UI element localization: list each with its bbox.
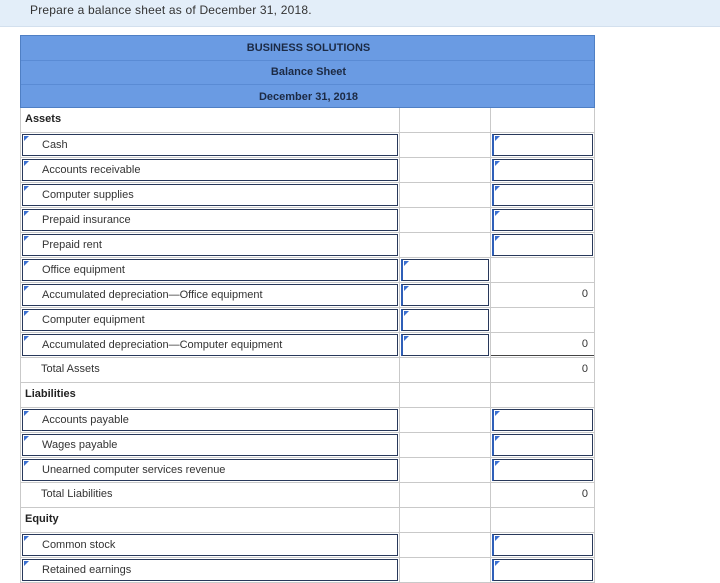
- cell-flag-icon: [24, 311, 29, 316]
- total-liabilities-value: 0: [581, 488, 588, 500]
- total-underline: [491, 355, 594, 356]
- sheet-header: [20, 35, 595, 108]
- amount-input-accum-depr-computer[interactable]: [401, 334, 489, 356]
- account-input-accounts-payable[interactable]: Accounts payable: [22, 409, 398, 431]
- table-row: [20, 408, 595, 433]
- table-row: [20, 558, 595, 583]
- table-row: [20, 158, 595, 183]
- cell-flag-icon: [24, 136, 29, 141]
- cell-flag-icon: [404, 286, 409, 291]
- amount-input-prepaid-insurance[interactable]: [492, 209, 593, 231]
- cell-flag-icon: [24, 411, 29, 416]
- cell-flag-icon: [24, 161, 29, 166]
- table-row: [20, 183, 595, 208]
- account-input-retained-earnings[interactable]: Retained earnings: [22, 559, 398, 581]
- section-label-assets: Assets: [25, 113, 62, 125]
- account-input-wages-payable[interactable]: Wages payable: [22, 434, 398, 456]
- table-row: [20, 233, 595, 258]
- account-input-computer-supplies[interactable]: Computer supplies: [22, 184, 398, 206]
- table-row: [20, 133, 595, 158]
- amount-input-accounts-payable[interactable]: [492, 409, 593, 431]
- amount-input-wages-payable[interactable]: [492, 434, 593, 456]
- section-row-assets: [20, 108, 595, 133]
- cell-flag-icon: [404, 336, 409, 341]
- amount-input-unearned-revenue[interactable]: [492, 459, 593, 481]
- cell-flag-icon: [24, 536, 29, 541]
- table-row: [20, 458, 595, 483]
- company-name: BUSINESS SOLUTIONS: [246, 42, 371, 54]
- amount-input-accum-depr-office[interactable]: [401, 284, 489, 306]
- cell-flag-icon: [404, 261, 409, 266]
- statement-title: Balance Sheet: [270, 66, 347, 78]
- amount-input-accounts-receivable[interactable]: [492, 159, 593, 181]
- computed-net-computer-equipment: 0: [581, 338, 588, 350]
- balance-sheet-form: [20, 35, 595, 576]
- account-input-accounts-receivable[interactable]: Accounts receivable: [22, 159, 398, 181]
- cell-flag-icon: [24, 211, 29, 216]
- account-input-prepaid-insurance[interactable]: Prepaid insurance: [22, 209, 398, 231]
- section-label-liabilities: Liabilities: [25, 388, 76, 400]
- table-row: [20, 308, 595, 333]
- account-input-office-equipment[interactable]: Office equipment: [22, 259, 398, 281]
- total-liabilities-label: Total Liabilities: [41, 488, 113, 500]
- instruction-bar: [0, 0, 720, 27]
- cell-flag-icon: [24, 561, 29, 566]
- instruction-text: Prepare a balance sheet as of December 31, 2018.: [30, 3, 312, 17]
- account-input-unearned-revenue[interactable]: Unearned computer services revenue: [22, 459, 398, 481]
- account-input-cash[interactable]: Cash: [22, 134, 398, 156]
- cell-flag-icon: [24, 461, 29, 466]
- section-row-liabilities: [20, 383, 595, 408]
- section-label-equity: Equity: [25, 513, 59, 525]
- table-row: [20, 283, 595, 308]
- computed-net-office-equipment: 0: [581, 288, 588, 300]
- table-row: [20, 258, 595, 283]
- amount-input-prepaid-rent[interactable]: [492, 234, 593, 256]
- amount-input-office-equipment[interactable]: [401, 259, 489, 281]
- cell-flag-icon: [24, 186, 29, 191]
- cell-flag-icon: [404, 311, 409, 316]
- cell-flag-icon: [24, 236, 29, 241]
- cell-flag-icon: [24, 336, 29, 341]
- cell-flag-icon: [495, 211, 500, 216]
- cell-flag-icon: [495, 236, 500, 241]
- amount-input-retained-earnings[interactable]: [492, 559, 593, 581]
- amount-input-common-stock[interactable]: [492, 534, 593, 556]
- amount-input-computer-supplies[interactable]: [492, 184, 593, 206]
- total-assets-value: 0: [581, 363, 588, 375]
- account-input-prepaid-rent[interactable]: Prepaid rent: [22, 234, 398, 256]
- amount-input-cash[interactable]: [492, 134, 593, 156]
- table-row: [20, 208, 595, 233]
- cell-flag-icon: [495, 461, 500, 466]
- table-row: [20, 533, 595, 558]
- cell-flag-icon: [24, 286, 29, 291]
- amount-input-computer-equipment[interactable]: [401, 309, 489, 331]
- table-row: [20, 358, 595, 383]
- cell-flag-icon: [495, 536, 500, 541]
- cell-flag-icon: [495, 136, 500, 141]
- account-input-common-stock[interactable]: Common stock: [22, 534, 398, 556]
- table-row: [20, 433, 595, 458]
- account-input-accum-depr-computer[interactable]: Accumulated depreciation—Computer equipment: [22, 334, 398, 356]
- cell-flag-icon: [24, 261, 29, 266]
- cell-flag-icon: [495, 561, 500, 566]
- table-row: [20, 483, 595, 508]
- cell-flag-icon: [495, 411, 500, 416]
- cell-flag-icon: [495, 161, 500, 166]
- cell-flag-icon: [24, 436, 29, 441]
- cell-flag-icon: [495, 436, 500, 441]
- table-row: [20, 333, 595, 358]
- total-assets-label: Total Assets: [41, 363, 100, 375]
- section-row-equity: [20, 508, 595, 533]
- account-input-computer-equipment[interactable]: Computer equipment: [22, 309, 398, 331]
- cell-flag-icon: [495, 186, 500, 191]
- statement-date: December 31, 2018: [258, 91, 359, 103]
- account-input-accum-depr-office[interactable]: Accumulated depreciation—Office equipment: [22, 284, 398, 306]
